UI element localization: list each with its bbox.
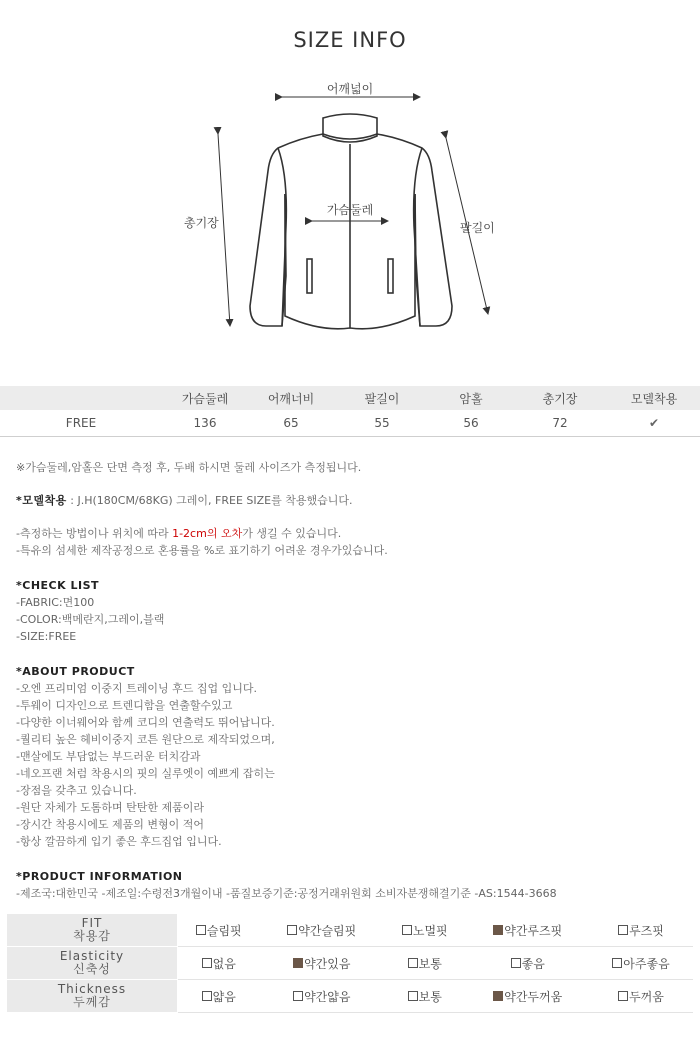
checkbox-checked-icon	[493, 925, 503, 935]
list-item: -원단 자체가 도톰하며 탄탄한 제품이라	[16, 801, 204, 814]
size-shoulder-value: 65	[248, 410, 334, 437]
thickness-label-en: Thickness	[57, 982, 127, 996]
product-info-heading: *PRODUCT INFORMATION	[16, 870, 183, 883]
error-note-post: 가 생길 수 있습니다.	[242, 527, 342, 540]
option-label: 두꺼움	[629, 989, 664, 1004]
checkbox-icon	[618, 991, 628, 1001]
length-arrow	[218, 134, 230, 326]
thickness-option	[466, 980, 589, 1013]
thickness-row-header	[7, 980, 178, 1013]
about-product	[16, 663, 275, 850]
list-item: -COLOR:백메란지,그레이,블랙	[16, 613, 165, 626]
option-label: 없음	[212, 956, 236, 971]
size-header-model: 모델착용	[608, 386, 700, 410]
thickness-label-ko: 두께감	[73, 995, 111, 1009]
option-label: 노멀핏	[412, 923, 448, 938]
thickness-option	[178, 980, 261, 1013]
list-item: -퀄리티 높은 헤비이중지 코튼 원단으로 제작되었으며,	[16, 733, 275, 746]
option-label: 얇음	[212, 989, 236, 1004]
thickness-row	[7, 980, 693, 1013]
sleeve-label: 팔길이	[460, 221, 495, 235]
option-label: 좋음	[521, 956, 545, 971]
list-item: -다양한 이너웨어와 함께 코디의 연출력도 뛰어납니다.	[16, 716, 275, 729]
list-item: -FABRIC:면100	[16, 596, 95, 609]
error-notes	[16, 525, 388, 559]
elasticity-option	[260, 947, 383, 980]
notes-section	[16, 459, 361, 476]
model-note	[16, 492, 353, 509]
product-info-text: -제조국:대한민국 -제조일:수령전3개월이내 -품질보증기준:공정거래위원회 소비자분쟁해결기준 -AS:1544-3668	[16, 887, 557, 900]
size-header-shoulder: 어깨너비	[248, 386, 334, 410]
elasticity-option	[589, 947, 692, 980]
size-chest-value: 136	[162, 410, 248, 437]
page-title: SIZE INFO	[293, 28, 407, 52]
table-row	[0, 410, 700, 437]
fit-option	[466, 914, 589, 947]
elasticity-option	[383, 947, 466, 980]
thickness-option	[260, 980, 383, 1013]
option-label: 루즈핏	[629, 923, 664, 938]
error-note-highlight: 1-2cm의 오차	[172, 527, 243, 540]
checkbox-checked-icon	[493, 991, 503, 1001]
product-information	[16, 868, 557, 902]
jacket-size-diagram	[170, 76, 530, 336]
elasticity-row-header	[7, 947, 178, 980]
checkbox-icon	[202, 991, 212, 1001]
option-label: 아주좋음	[623, 956, 670, 971]
chest-label: 가슴둘레	[326, 203, 374, 217]
size-armhole-value: 56	[430, 410, 512, 437]
option-label: 약간루즈핏	[504, 923, 563, 938]
elasticity-label-ko: 신축성	[73, 962, 111, 976]
elasticity-row	[7, 947, 693, 980]
blend-note: -특유의 섬세한 제작공정으로 혼용률을 %로 표기하기 어려운 경우가있습니다.	[16, 544, 388, 557]
checkbox-icon	[511, 958, 521, 968]
option-label: 약간있음	[304, 956, 351, 971]
checkmark-icon: ✔	[608, 410, 700, 437]
fit-option	[178, 914, 261, 947]
fit-label-en: FIT	[81, 916, 103, 930]
size-sleeve-value: 55	[334, 410, 430, 437]
checkbox-icon	[287, 925, 297, 935]
size-table-header	[0, 386, 700, 410]
list-item: -네오프랜 처럼 착용시의 핏의 실루엣이 예쁘게 잡히는	[16, 767, 275, 780]
elasticity-option	[178, 947, 261, 980]
checkbox-checked-icon	[293, 958, 303, 968]
fit-table	[6, 913, 693, 1013]
size-header-blank	[0, 386, 162, 410]
thickness-option	[589, 980, 692, 1013]
size-name: FREE	[0, 410, 162, 437]
size-header-armhole: 암홀	[430, 386, 512, 410]
fit-option	[589, 914, 692, 947]
fit-row	[7, 914, 693, 947]
model-heading: *모델착용	[16, 494, 67, 507]
checkbox-icon	[402, 925, 412, 935]
model-text: : J.H(180CM/68KG) 그레이, FREE SIZE를 착용했습니다.	[66, 494, 353, 507]
checkbox-icon	[612, 958, 622, 968]
size-header-length: 총기장	[512, 386, 608, 410]
fit-option	[383, 914, 466, 947]
option-label: 약간슬림핏	[298, 923, 357, 938]
fit-option	[260, 914, 383, 947]
option-label: 보통	[418, 956, 442, 971]
option-label: 슬림핏	[206, 923, 242, 938]
list-item: -항상 깔끔하게 입기 좋은 후드집업 입니다.	[16, 835, 222, 848]
checkbox-icon	[408, 958, 418, 968]
option-label: 약간얇음	[304, 989, 351, 1004]
checkbox-icon	[618, 925, 628, 935]
option-label: 보통	[418, 989, 442, 1004]
list-item: -오엔 프리미엄 이중지 트레이닝 후드 집업 입니다.	[16, 682, 257, 695]
fit-row-header	[7, 914, 178, 947]
check-list	[16, 577, 164, 645]
list-item: -투웨이 디자인으로 트렌디함을 연출할수있고	[16, 699, 233, 712]
size-length-value: 72	[512, 410, 608, 437]
option-label: 약간두꺼움	[504, 989, 563, 1004]
checkbox-icon	[408, 991, 418, 1001]
list-item: -장시간 착용시에도 제품의 변형이 적어	[16, 818, 204, 831]
list-item: -SIZE:FREE	[16, 630, 77, 643]
size-header-sleeve: 팔길이	[334, 386, 430, 410]
about-heading: *ABOUT PRODUCT	[16, 665, 135, 678]
list-item: -맨살에도 부담없는 부드러운 터치감과	[16, 750, 201, 763]
fit-label-ko: 착용감	[73, 929, 111, 943]
measure-note: ※가슴둘레,암홀은 단면 측정 후, 두배 하시면 둘레 사이즈가 측정됩니다.	[16, 461, 362, 474]
length-label: 총기장	[184, 216, 219, 230]
check-list-heading: *CHECK LIST	[16, 579, 99, 592]
size-header-chest: 가슴둘레	[162, 386, 248, 410]
thickness-option	[383, 980, 466, 1013]
elasticity-option	[466, 947, 589, 980]
checkbox-icon	[196, 925, 206, 935]
error-note-pre: -측정하는 방법이나 위치에 따라	[16, 527, 173, 540]
elasticity-label-en: Elasticity	[59, 949, 125, 963]
checkbox-icon	[202, 958, 212, 968]
list-item: -장점을 갖추고 있습니다.	[16, 784, 137, 797]
checkbox-icon	[293, 991, 303, 1001]
shoulder-label: 어깨넓이	[326, 82, 374, 96]
size-table	[0, 386, 700, 437]
